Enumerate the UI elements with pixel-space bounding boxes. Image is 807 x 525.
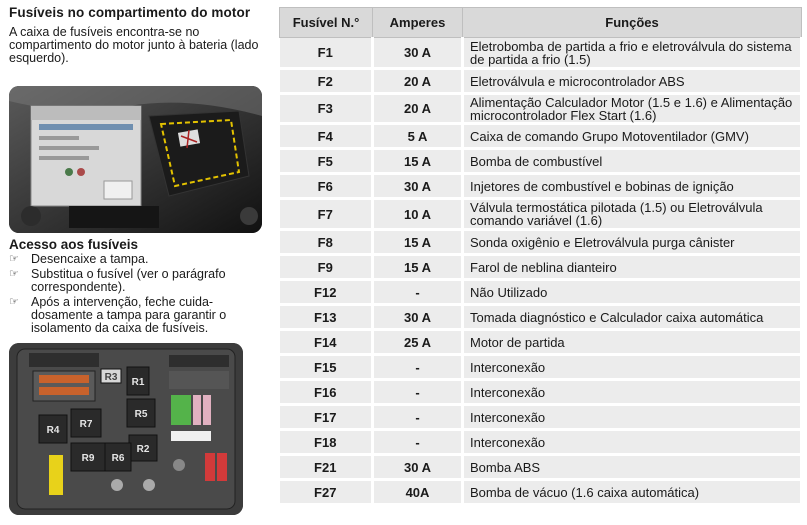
function-cell: Caixa de comando Grupo Motoventilador (GMV): [463, 124, 802, 149]
relay-label: R9: [81, 453, 95, 464]
fuse-number-cell: F16: [280, 380, 373, 405]
function-cell: Eletrobomba de partida a frio e eletroválvula do sistema de partida a frio (1.5): [463, 38, 802, 69]
fuse-number-cell: F6: [280, 174, 373, 199]
amperes-cell: -: [373, 405, 463, 430]
amperes-cell: -: [373, 380, 463, 405]
amperes-cell: 30 A: [373, 38, 463, 69]
fuse-number-cell: F27: [280, 480, 373, 505]
fuse-box-diagram: [9, 343, 243, 515]
amperes-cell: 20 A: [373, 69, 463, 94]
list-item: [9, 296, 269, 335]
fuse-number-cell: F4: [280, 124, 373, 149]
left-column: [9, 6, 267, 65]
section-title: Fusíveis no compartimento do motor: [9, 5, 251, 20]
amperes-cell: 15 A: [373, 230, 463, 255]
relay-label: R1: [131, 377, 145, 388]
fuse-box-illustration: [9, 343, 243, 515]
fuse-number-cell: F18: [280, 430, 373, 455]
relay-label: R3: [104, 372, 118, 383]
function-cell: Interconexão: [463, 430, 802, 455]
function-cell: Bomba de combustível: [463, 149, 802, 174]
table-row: [280, 405, 802, 430]
fuse-table-container: [279, 7, 801, 519]
step-text: Substitua o fusível (ver o parágrafo correspondente).: [31, 267, 226, 294]
relay-label: R2: [136, 444, 150, 455]
list-item: [9, 253, 269, 266]
engine-bay-photo: [9, 86, 262, 233]
table-row: [280, 355, 802, 380]
function-cell: Interconexão: [463, 405, 802, 430]
function-cell: Alimentação Calculador Motor (1.5 e 1.6) e Alimentação microcontrolador Flex Start (1.6): [463, 94, 802, 124]
fuse-number-cell: F7: [280, 199, 373, 230]
relay-label: R5: [134, 409, 148, 420]
fuse-table-body: [280, 38, 802, 505]
fuse-number-cell: F15: [280, 355, 373, 380]
fuse-number-cell: F3: [280, 94, 373, 124]
table-row: [280, 305, 802, 330]
function-cell: Interconexão: [463, 355, 802, 380]
fuse-number-cell: F12: [280, 280, 373, 305]
amperes-cell: 10 A: [373, 199, 463, 230]
relay-label: R6: [111, 453, 125, 464]
amperes-cell: 25 A: [373, 330, 463, 355]
access-title: Acesso aos fusíveis: [9, 237, 139, 252]
table-row: [280, 480, 802, 505]
amperes-cell: 30 A: [373, 174, 463, 199]
intro-text: A caixa de fusíveis encontra-se no compartimento do motor junto à bateria (lado esquerdo).: [9, 25, 259, 65]
fuse-number-cell: F17: [280, 405, 373, 430]
table-row: [280, 430, 802, 455]
function-cell: Injetores de combustível e bobinas de ignição: [463, 174, 802, 199]
pointing-hand-icon: ☞: [9, 268, 19, 280]
table-row: [280, 230, 802, 255]
amperes-cell: 20 A: [373, 94, 463, 124]
table-row: [280, 380, 802, 405]
function-cell: Não Utilizado: [463, 280, 802, 305]
function-cell: Sonda oxigênio e Eletroválvula purga cânister: [463, 230, 802, 255]
step-text: Após a intervenção, feche cuida-dosamente a tampa para garantir o isolamento da caixa de fusíveis.: [31, 295, 227, 335]
amperes-cell: 15 A: [373, 255, 463, 280]
amperes-cell: 40A: [373, 480, 463, 505]
table-row: [280, 149, 802, 174]
table-row: [280, 174, 802, 199]
table-header-row: [280, 8, 802, 38]
table-row: [280, 255, 802, 280]
table-row: [280, 280, 802, 305]
table-row: [280, 199, 802, 230]
amperes-cell: 30 A: [373, 305, 463, 330]
function-cell: Interconexão: [463, 380, 802, 405]
fuse-number-cell: F9: [280, 255, 373, 280]
amperes-cell: -: [373, 430, 463, 455]
function-cell: Válvula termostática pilotada (1.5) ou Eletroválvula comando variável (1.6): [463, 199, 802, 230]
access-steps: [9, 253, 269, 337]
fuse-number-cell: F13: [280, 305, 373, 330]
amperes-cell: 5 A: [373, 124, 463, 149]
fuse-number-cell: F14: [280, 330, 373, 355]
fuse-table: [279, 7, 803, 506]
relay-label: R7: [79, 419, 93, 430]
fuse-number-cell: F8: [280, 230, 373, 255]
engine-bay-illustration: [9, 86, 262, 233]
amperes-cell: -: [373, 280, 463, 305]
table-row: [280, 455, 802, 480]
list-item: [9, 268, 269, 294]
function-cell: Tomada diagnóstico e Calculador caixa automática: [463, 305, 802, 330]
function-cell: Eletroválvula e microcontrolador ABS: [463, 69, 802, 94]
fuse-number-cell: F1: [280, 38, 373, 69]
function-cell: Farol de neblina dianteiro: [463, 255, 802, 280]
header-fuse-number: Fusível N.°: [280, 8, 373, 38]
fuse-number-cell: F2: [280, 69, 373, 94]
amperes-cell: 30 A: [373, 455, 463, 480]
fuse-number-cell: F21: [280, 455, 373, 480]
relay-label: R4: [46, 425, 60, 436]
function-cell: Motor de partida: [463, 330, 802, 355]
amperes-cell: 15 A: [373, 149, 463, 174]
table-row: [280, 38, 802, 69]
amperes-cell: -: [373, 355, 463, 380]
function-cell: Bomba ABS: [463, 455, 802, 480]
header-functions: Funções: [463, 8, 802, 38]
table-row: [280, 124, 802, 149]
header-amperes: Amperes: [373, 8, 463, 38]
pointing-hand-icon: ☞: [9, 253, 19, 265]
table-row: [280, 94, 802, 124]
table-row: [280, 69, 802, 94]
pointing-hand-icon: ☞: [9, 296, 19, 308]
step-text: Desencaixe a tampa.: [31, 252, 149, 266]
table-row: [280, 330, 802, 355]
fuse-number-cell: F5: [280, 149, 373, 174]
function-cell: Bomba de vácuo (1.6 caixa automática): [463, 480, 802, 505]
